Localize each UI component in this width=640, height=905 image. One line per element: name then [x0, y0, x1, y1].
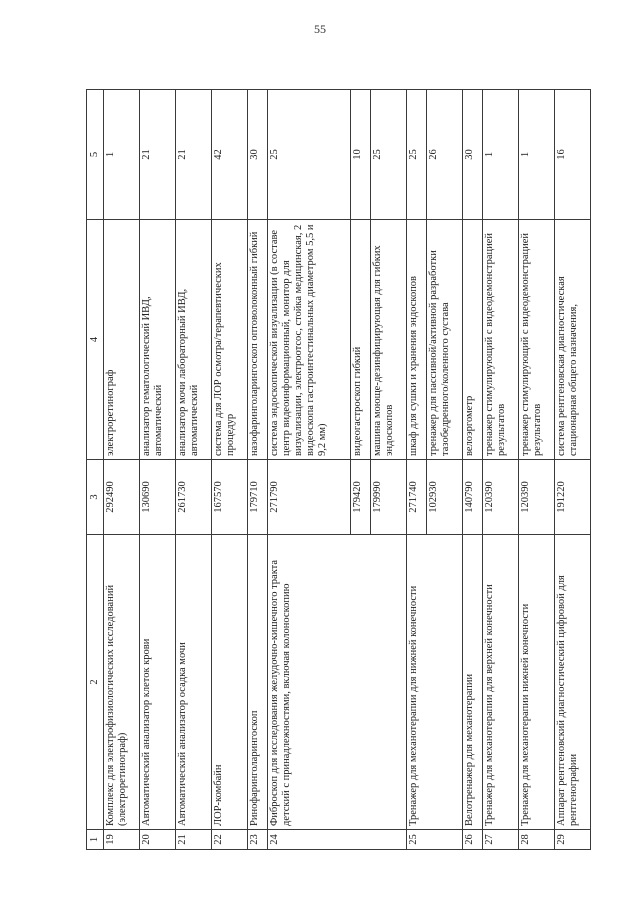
row-number: 24 — [267, 830, 407, 850]
row-number: 23 — [247, 830, 267, 850]
table-row — [139, 90, 175, 850]
quantity: 30 — [247, 90, 267, 220]
product-description: тренажер стимулирующий с видеодемонстрацией результатов — [483, 220, 519, 460]
table-row — [407, 90, 427, 850]
row-number: 27 — [483, 830, 519, 850]
product-code: 271790 — [267, 460, 351, 535]
row-number: 20 — [139, 830, 175, 850]
product-code: 179990 — [371, 460, 407, 535]
equipment-name: Комплекс для электрофизиологических исследований (электроретинограф) — [104, 535, 140, 830]
row-number: 21 — [175, 830, 211, 850]
product-code: 191220 — [554, 460, 590, 535]
header-cell: 3 — [87, 460, 104, 535]
product-code: 271740 — [407, 460, 427, 535]
product-code: 292490 — [104, 460, 140, 535]
product-code: 130690 — [139, 460, 175, 535]
product-code: 179710 — [247, 460, 267, 535]
header-cell: 5 — [87, 90, 104, 220]
table-row — [554, 90, 590, 850]
product-description: назофаринголарингоскоп оптоволоконный гибкий — [247, 220, 267, 460]
product-description: машина моюще-дезинфицирующая для гибких эндоскопов — [371, 220, 407, 460]
equipment-name: Тренажер для механотерапии для верхней конечности — [483, 535, 519, 830]
quantity: 10 — [351, 90, 371, 220]
table-body — [104, 90, 591, 850]
quantity: 25 — [407, 90, 427, 220]
quantity: 16 — [554, 90, 590, 220]
quantity: 26 — [427, 90, 463, 220]
quantity: 1 — [483, 90, 519, 220]
product-code: 167570 — [211, 460, 247, 535]
product-description: система эндоскопической визуализации (в составе центр видеоинформационный, монитор для визуализации, электроотсос, стойка медицинская, 2 видеоскопа гастроинтестинальных диаметром 5,5 и 9,2 мм) — [267, 220, 351, 460]
product-code: 102930 — [427, 460, 463, 535]
product-description: система для ЛОР осмотра/терапевтических процедур — [211, 220, 247, 460]
product-code: 179420 — [351, 460, 371, 535]
product-description: шкаф для сушки и хранения эндоскопов — [407, 220, 427, 460]
header-cell: 4 — [87, 220, 104, 460]
table-row — [175, 90, 211, 850]
quantity: 25 — [267, 90, 351, 220]
product-description: велоэргометр — [463, 220, 483, 460]
table-row — [247, 90, 267, 850]
row-number: 22 — [211, 830, 247, 850]
quantity: 1 — [519, 90, 555, 220]
product-description: тренажер стимулирующий с видеодемонстрацией результатов — [519, 220, 555, 460]
product-code: 120390 — [519, 460, 555, 535]
product-description: тренажер для пассивной/активной разработки тазобедренного/коленного сустава — [427, 220, 463, 460]
row-number: 26 — [463, 830, 483, 850]
product-code: 261730 — [175, 460, 211, 535]
table-row — [519, 90, 555, 850]
table-row — [267, 90, 351, 850]
page-number: 55 — [314, 22, 326, 36]
equipment-name: Тренажер для механотерапии нижней конечности — [519, 535, 555, 830]
rotated-table-container — [86, 90, 591, 850]
header-row — [87, 90, 104, 850]
equipment-name: Фиброскоп для исследования желудочно-кишечного тракта детский с принадлежностями, включая колоноскопию — [267, 535, 407, 830]
product-description: электроретинограф — [104, 220, 140, 460]
product-description: анализатор мочи лабораторный ИВД, автоматический — [175, 220, 211, 460]
quantity: 25 — [371, 90, 407, 220]
header-cell: 1 — [87, 830, 104, 850]
equipment-name: ЛОР-комбайн — [211, 535, 247, 830]
table-row — [483, 90, 519, 850]
product-description: видеогастроскоп гибкий — [351, 220, 371, 460]
equipment-name: Автоматический анализатор осадка мочи — [175, 535, 211, 830]
product-code: 140790 — [463, 460, 483, 535]
quantity: 21 — [175, 90, 211, 220]
equipment-table — [86, 89, 591, 850]
product-description: анализатор гематологический ИВД, автоматический — [139, 220, 175, 460]
product-description: система рентгеновская диагностическая стационарная общего назначения, — [554, 220, 590, 460]
header-cell: 2 — [87, 535, 104, 830]
row-number: 25 — [407, 830, 463, 850]
equipment-name: Тренажер для механотерапии для нижней конечности — [407, 535, 463, 830]
quantity: 42 — [211, 90, 247, 220]
row-number: 29 — [554, 830, 590, 850]
equipment-name: Ринофаринголарингоскоп — [247, 535, 267, 830]
quantity: 1 — [104, 90, 140, 220]
quantity: 21 — [139, 90, 175, 220]
product-code: 120390 — [483, 460, 519, 535]
row-number: 28 — [519, 830, 555, 850]
table-row — [211, 90, 247, 850]
table-row — [463, 90, 483, 850]
equipment-name: Аппарат рентгеновский диагностический цифровой для рентгенографии — [554, 535, 590, 830]
row-number: 19 — [104, 830, 140, 850]
quantity: 30 — [463, 90, 483, 220]
table-row — [104, 90, 140, 850]
equipment-name: Велотренажер для механотерапии — [463, 535, 483, 830]
equipment-name: Автоматический анализатор клеток крови — [139, 535, 175, 830]
